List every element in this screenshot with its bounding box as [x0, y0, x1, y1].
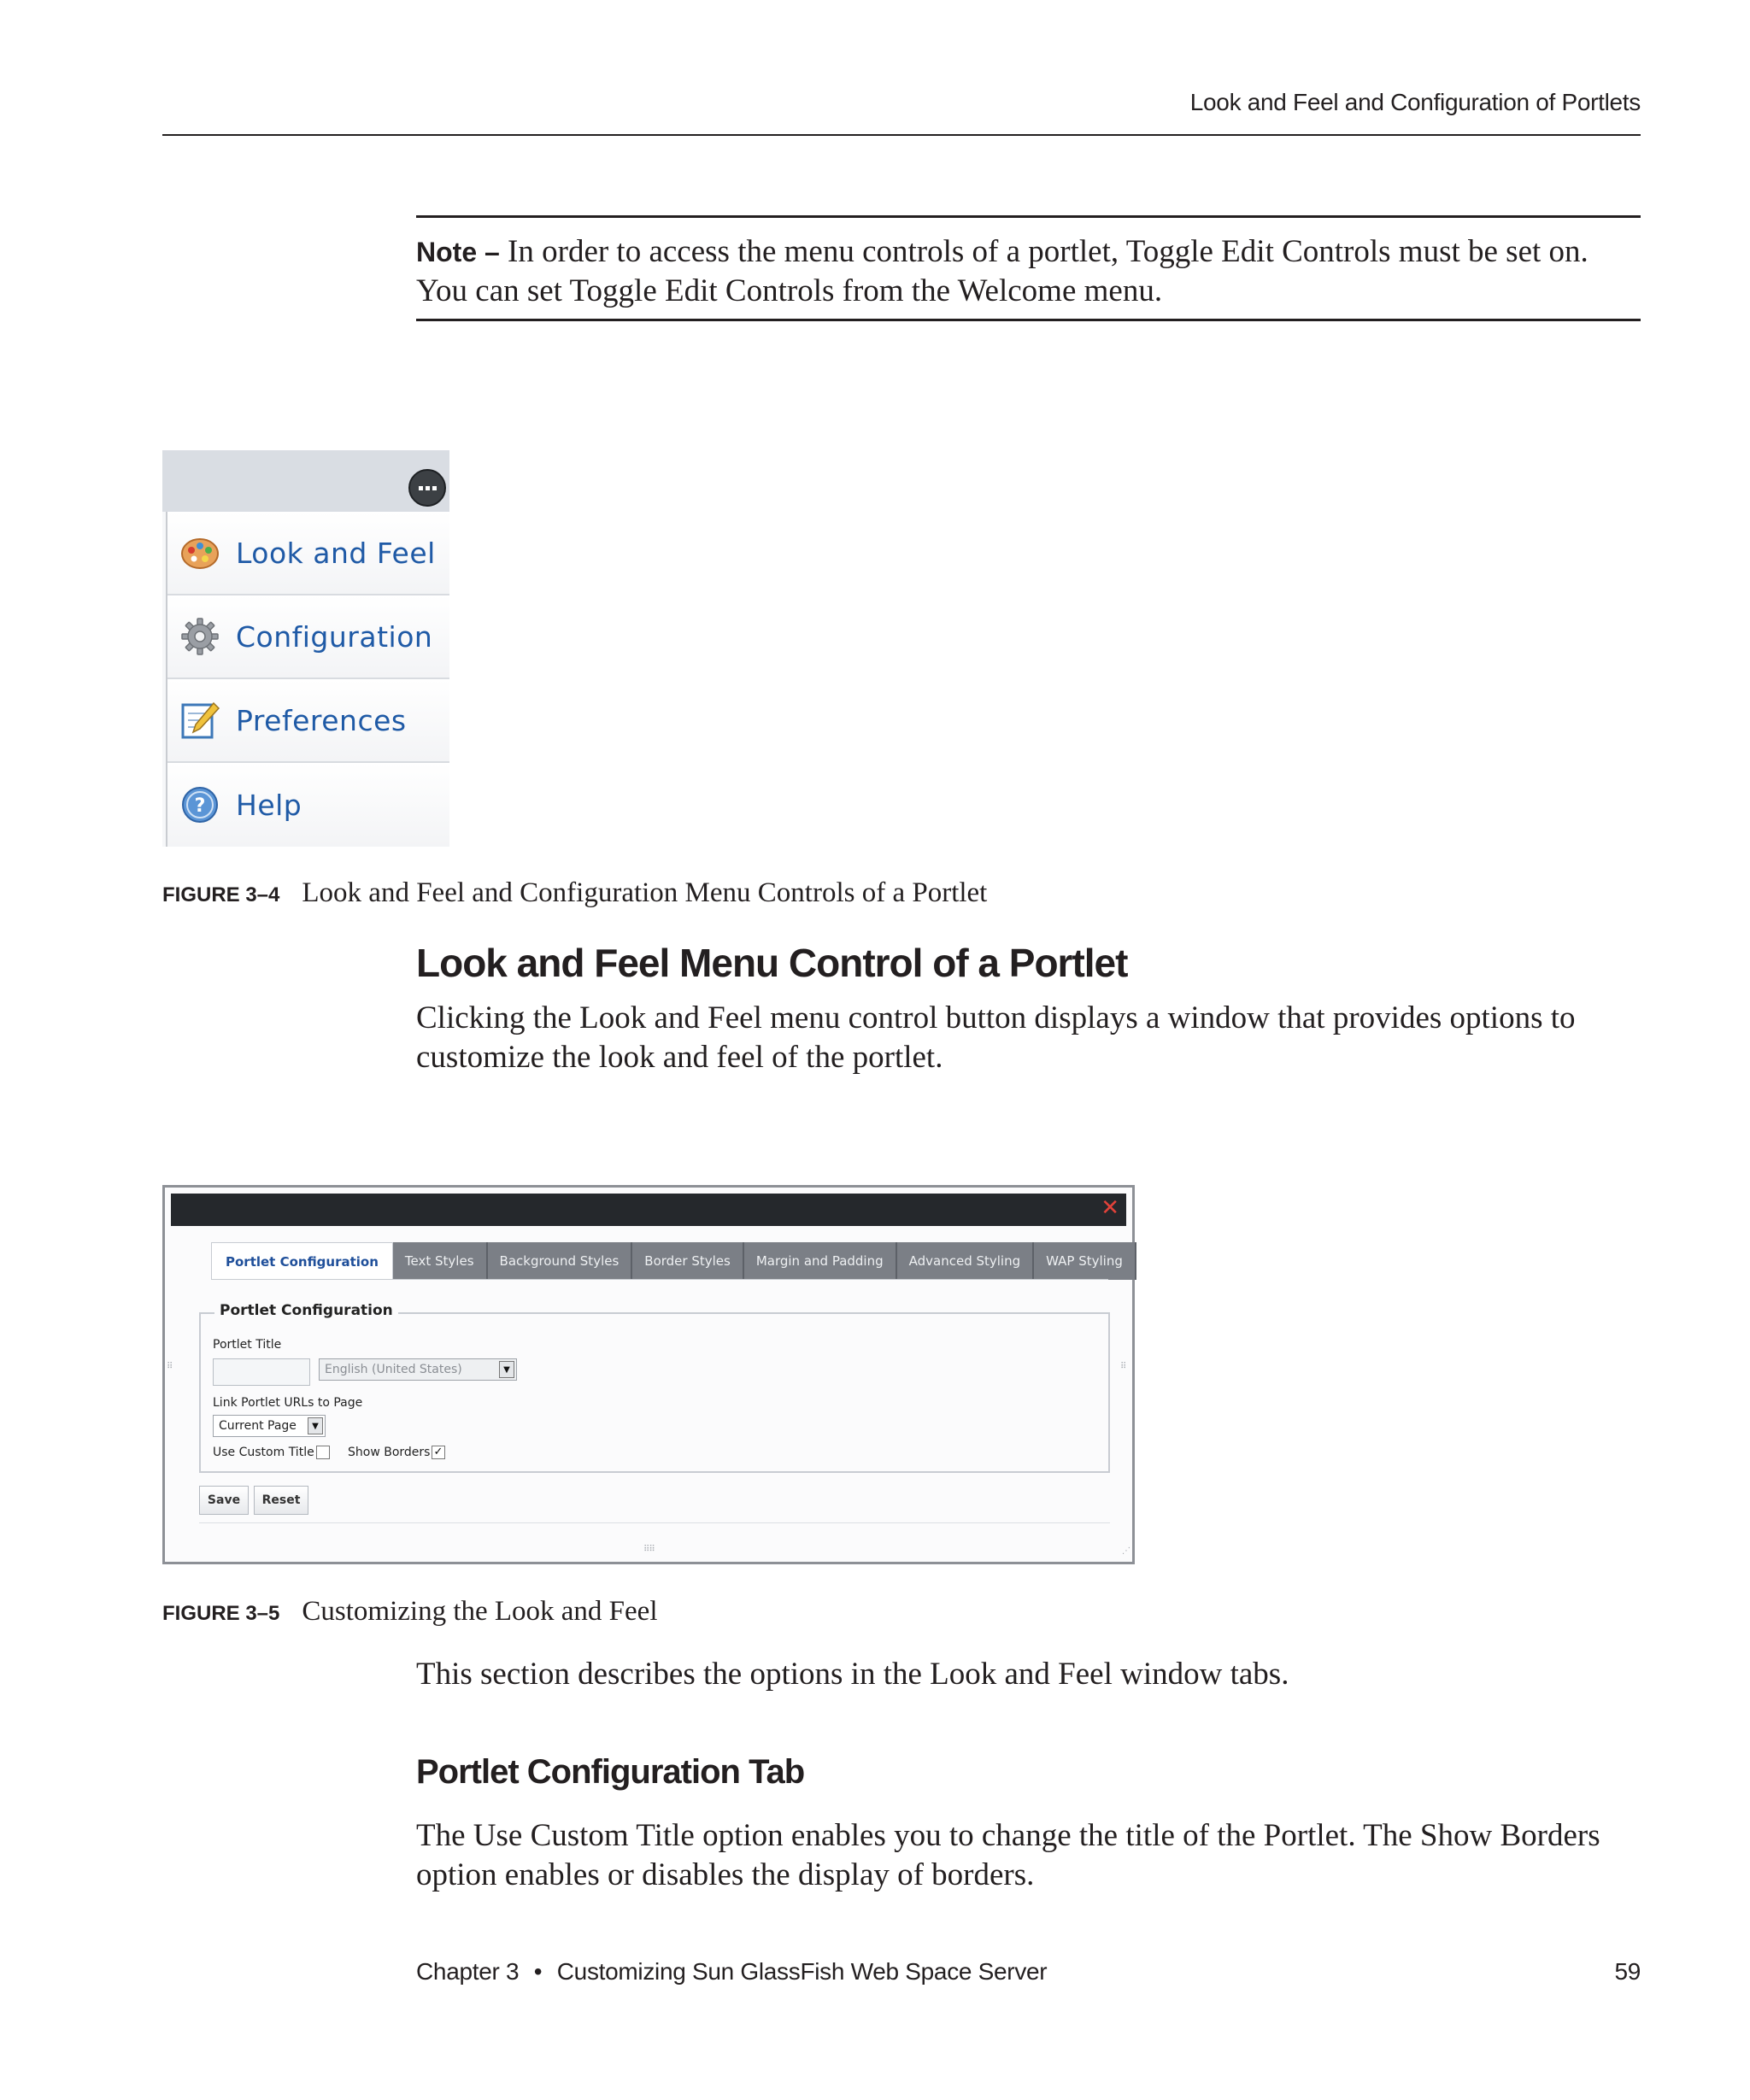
- resize-handle-bottom-icon[interactable]: ⠿⠿: [643, 1545, 655, 1554]
- reset-button[interactable]: Reset: [254, 1486, 308, 1515]
- header-rule: [162, 134, 1641, 136]
- figure-caption-text: Customizing the Look and Feel: [302, 1596, 658, 1627]
- note: [416, 232, 1641, 311]
- menu-item-help[interactable]: [167, 763, 449, 847]
- figure-caption: [162, 1596, 658, 1628]
- gear-icon: [179, 616, 220, 657]
- look-and-feel-window-screenshot: [162, 1185, 1135, 1564]
- paragraph: This section describes the options in the Look and Feel window tabs.: [416, 1657, 1289, 1692]
- note-label: Note –: [416, 237, 500, 267]
- tab-advanced-styling[interactable]: Advanced Styling: [897, 1242, 1035, 1280]
- palette-icon: [179, 532, 220, 573]
- use-custom-title-checkbox[interactable]: [316, 1446, 330, 1459]
- figure-caption-text: Look and Feel and Configuration Menu Controls of a Portlet: [302, 877, 988, 908]
- section-heading: Portlet Configuration Tab: [416, 1753, 805, 1791]
- close-icon[interactable]: ✕: [1101, 1195, 1119, 1221]
- resize-corner-icon[interactable]: ⋰: [1122, 1546, 1130, 1556]
- footer-chapter: Chapter 3: [416, 1958, 520, 1985]
- link-urls-label: Link Portlet URLs to Page: [213, 1396, 363, 1410]
- section-heading: Look and Feel Menu Control of a Portlet: [416, 941, 1128, 985]
- more-options-icon[interactable]: [408, 469, 446, 507]
- language-select[interactable]: [319, 1358, 517, 1381]
- portlet-title-label: Portlet Title: [213, 1338, 282, 1352]
- menu-item-label: Configuration: [236, 619, 433, 654]
- menu-item-configuration[interactable]: [167, 595, 449, 679]
- figure-caption: [162, 877, 987, 909]
- tab-background-styles[interactable]: Background Styles: [488, 1242, 633, 1280]
- link-page-select-value: Current Page: [219, 1419, 297, 1433]
- window-title-bar: [171, 1194, 1126, 1226]
- tab-border-styles[interactable]: Border Styles: [632, 1242, 744, 1280]
- note-bottom-rule: [416, 319, 1641, 321]
- portlet-title-bar: [162, 450, 449, 512]
- note-text: In order to access the menu controls of a portlet, Toggle Edit Controls must be set on. You can set Toggle Edit Controls from the Welcome menu.: [416, 234, 1589, 308]
- use-custom-title-label: Use Custom Title: [213, 1446, 314, 1459]
- tab-portlet-configuration[interactable]: Portlet Configuration: [211, 1242, 393, 1280]
- footer-bullet: •: [533, 1958, 543, 1985]
- paragraph: The Use Custom Title option enables you to change the title of the Portlet. The Show Borders option enables or disables the display of borders.: [416, 1818, 1600, 1892]
- tab-bar: [211, 1242, 1136, 1280]
- page-footer: [416, 1958, 1047, 1986]
- language-select-value: English (United States): [325, 1363, 462, 1376]
- menu-item-label: Look and Feel: [236, 536, 436, 570]
- menu-item-preferences[interactable]: [167, 679, 449, 763]
- svg-text:?: ?: [194, 795, 206, 817]
- help-icon: [179, 784, 220, 825]
- footer-book-title: Customizing Sun GlassFish Web Space Server: [556, 1958, 1048, 1985]
- note-top-rule: [416, 215, 1641, 218]
- menu-list: [166, 512, 449, 847]
- portlet-menu-screenshot: [162, 450, 449, 847]
- menu-item-label: Help: [236, 788, 302, 822]
- resize-handle-right-icon[interactable]: ⠿: [1120, 1362, 1126, 1371]
- paragraph: Clicking the Look and Feel menu control button displays a window that provides options to customize the look and feel of the portlet.: [416, 1000, 1576, 1075]
- page-number: 59: [1614, 1958, 1641, 1985]
- figure-number: FIGURE 3–4: [162, 883, 280, 906]
- dropdown-arrow-icon: ▼: [499, 1361, 514, 1378]
- save-button[interactable]: Save: [199, 1486, 249, 1515]
- running-header: Look and Feel and Configuration of Portlets: [1189, 89, 1641, 115]
- tab-divider: [211, 1279, 1108, 1280]
- fieldset-legend: Portlet Configuration: [214, 1302, 398, 1319]
- tab-text-styles[interactable]: Text Styles: [393, 1242, 488, 1280]
- tab-wap-styling[interactable]: WAP Styling: [1034, 1242, 1136, 1280]
- portlet-title-input[interactable]: [213, 1358, 310, 1386]
- resize-handle-left-icon[interactable]: ⠿: [167, 1362, 173, 1371]
- show-borders-label: Show Borders: [348, 1446, 431, 1459]
- tab-margin-and-padding[interactable]: Margin and Padding: [744, 1242, 897, 1280]
- footer-divider: [199, 1522, 1110, 1523]
- figure-number: FIGURE 3–5: [162, 1602, 280, 1625]
- portlet-configuration-fieldset: [199, 1302, 1110, 1473]
- menu-item-look-and-feel[interactable]: [167, 512, 449, 595]
- menu-item-label: Preferences: [236, 703, 407, 737]
- link-page-select[interactable]: [213, 1415, 326, 1437]
- edit-icon: [179, 700, 220, 741]
- show-borders-checkbox[interactable]: ✓: [432, 1446, 445, 1459]
- dropdown-arrow-icon: ▼: [308, 1417, 323, 1434]
